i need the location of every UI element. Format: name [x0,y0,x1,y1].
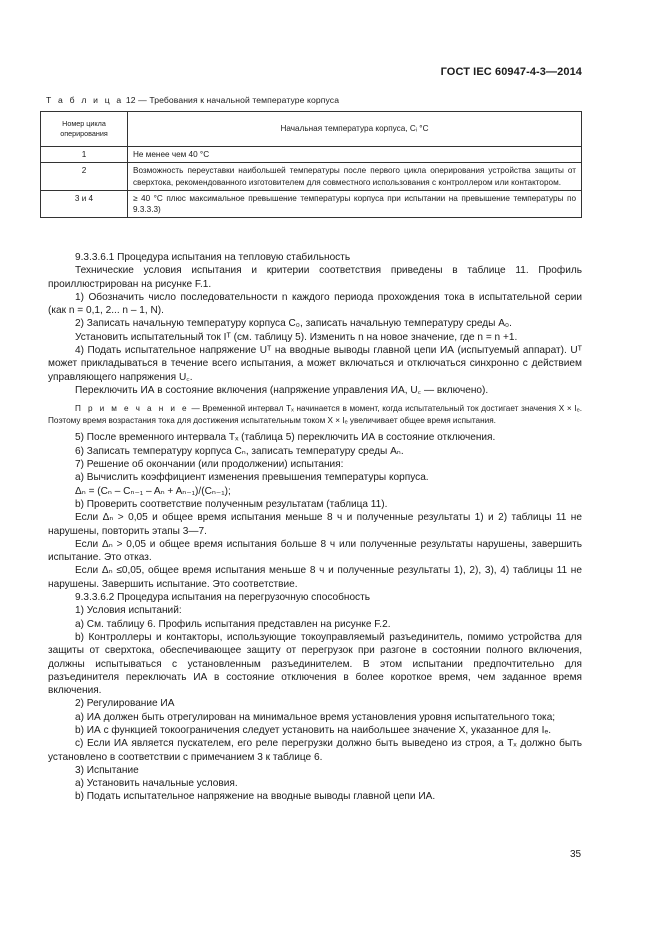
cycle-number-cell: 3 и 4 [41,190,128,218]
paragraph: а) Вычислить коэффициент изменения превышения температуры корпуса. [75,472,429,484]
body-text [48,251,582,804]
cycle-number-cell: 1 [41,147,128,163]
table-caption [46,95,339,105]
paragraph: Если Δₙ > 0,05 и общее время испытания больше 8 ч или полученные результаты нарушены, завершить испытание. Это отказ. [48,538,582,564]
paragraph: Установить испытательный ток Iᵀ (см. таблицу 5). Изменить n на новое значение, где n = n +1. [75,331,518,343]
paragraph: Если Δₙ ≤0,05, общее время испытания меньше 8 ч и полученные результаты 1), 2), 3), 4) таблицы 11 не нарушены. Завершить испытание. Это соответствие. [48,565,582,590]
paragraph: а) ИА должен быть отрегулирован на минимальное время установления уровня испытательного тока; [75,711,556,723]
formula: Δₙ = (Cₙ – Cₙ₋₁ – Aₙ + Aₙ₋₁)/(Cₙ₋₁); [75,485,231,497]
paragraph: 5) После временного интервала Tₓ (таблица 5) переключить ИА в состояние отключения. [75,432,496,444]
note [48,403,582,426]
paragraph: c) Если ИА является пускателем, его реле перегрузки должно быть выведено из строя, а Tₓ должно быть установлено в соответствии с примечанием 3 к таблице 6. [48,738,582,763]
col-cycle-number-header: Номер цикла оперирования [41,112,128,147]
paragraph: 7) Решение об окончании (или продолжении) испытания: [75,459,344,471]
paragraph: 2) Записать начальную температуру корпуса C₀, записать начальную температуру среды A₀. [75,318,512,330]
paragraph: b) Контроллеры и контакторы, использующие токоуправляемый разъединитель, помимо устройства для защиты от сверхтока, обеспечивающее защиту от перегрузок при разгоне в состоянии полного включения, должны испытываться с установленным разъединителем. В этом испытании предпочтительно для разъединителя переключать ИА в состояние отключения в более короткое время, чем заданное время включения. [48,631,582,697]
paragraph: Технические условия испытания и критерии соответствия приведены в таблице 11. Профиль проиллюстрирован на рисунке F.1. [48,265,582,290]
table-row [41,147,582,163]
table-caption-prefix: Т а б л и ц а [46,95,124,105]
temperature-cell: Не менее чем 40 °С [128,147,582,163]
temperature-cell: ≥ 40 °С плюс максимальное превышение температуры корпуса при испытании на превышение температуры по 9.3.3.3) [128,190,582,218]
cycle-number-cell: 2 [41,163,128,191]
document-header: ГОСТ IEC 60947-4-3—2014 [440,66,582,78]
paragraph: Переключить ИА в состояние включения (напряжение управления ИА, U꜀ — включено). [75,384,489,396]
paragraph: 4) Подать испытательное напряжение Uᵀ на вводные выводы главной цепи ИА (испытуемый аппарат). Uᵀ может прикладываться в течение всего испытания, а может включаться и отключаться синхронно с действием управляющего напряжения U꜀. [48,345,582,383]
paragraph: 6) Записать температуру корпуса Cₙ, записать температуру среды Aₙ. [75,445,404,457]
temperature-cell: Возможность переуставки наибольшей температуры после первого цикла оперирования устройства защиты от сверхтока, рекомендованного изготовителем для совместного использования с контроллером или контактором. [128,163,582,191]
paragraph: 1) Обозначить число последовательности n каждого периода прохождения тока в испытательной серии (как n = 0,1, 2... n – 1, N). [48,291,582,317]
paragraph: 3) Испытание [75,764,139,776]
paragraph: b) ИА с функцией токоограничения следует установить на наибольшее значение X, указанное для Iₑ. [75,724,552,736]
table-caption-title: 12 — Требования к начальной температуре корпуса [123,95,340,105]
paragraph: b) Проверить соответствие полученным результатам (таблица 11). [75,498,388,510]
section-heading: 9.3.3.6.1 Процедура испытания на тепловую стабильность [75,252,351,263]
paragraph: b) Подать испытательное напряжение на вводные выводы главной цепи ИА. [75,791,436,803]
temperature-table [40,111,582,218]
page-number: 35 [570,849,582,860]
paragraph: а) Установить начальные условия. [75,778,238,790]
col-initial-temp-header: Начальная температура корпуса, Cᵢ °С [128,112,582,147]
paragraph: а) См. таблицу 6. Профиль испытания представлен на рисунке F.2. [75,618,391,630]
table-row [41,163,582,191]
paragraph: 1) Условия испытаний: [75,605,182,617]
paragraph: 2) Регулирование ИА [75,698,175,710]
table-header-row [41,112,582,147]
section-heading: 9.3.3.6.2 Процедура испытания на перегрузочную способность [75,592,370,604]
note-text: — Временной интервал Tₓ начинается в момент, когда испытательный ток достигает значения X × Iₑ. Поэтому время возрастания тока для достижения испытательным током X × Iₑ увеличивает общее время испытания. [48,404,582,425]
table-row [41,190,582,218]
paragraph: Если Δₙ > 0,05 и общее время испытания меньше 8 ч и полученные результаты 1) и 2) таблицы 11 не нарушены, повторить этапы 3—7. [48,512,582,537]
note-prefix: П р и м е ч а н и е [75,404,189,414]
